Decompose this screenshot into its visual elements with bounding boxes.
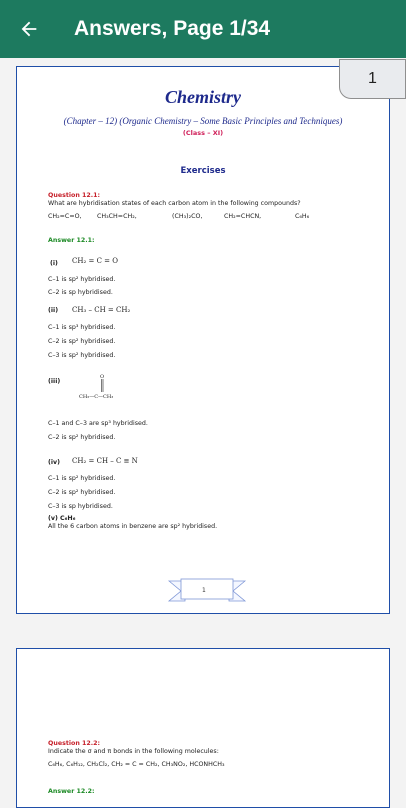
svg-text:O: O xyxy=(100,374,105,380)
answer-label: Answer 12.1: xyxy=(48,237,95,244)
part-v-label: (v) C₆H₆ xyxy=(48,515,76,522)
question-text: Indicate the σ and π bonds in the following molecules: xyxy=(48,748,219,755)
answer-line: C–2 is sp² hybridised. xyxy=(48,338,116,345)
answer-line: C–2 is sp² hybridised. xyxy=(48,489,116,496)
compound-3: (CH₃)₂CO, xyxy=(172,213,203,220)
answer-line: C–3 is sp² hybridised. xyxy=(48,352,116,359)
chapter-title: (Chapter – 12) (Organic Chemistry – Some Basic Principles and Techniques) xyxy=(63,116,343,126)
answer-line: C–1 is sp² hybridised. xyxy=(48,276,116,283)
back-arrow-icon xyxy=(18,18,40,40)
answer-label: Answer 12.2: xyxy=(48,788,95,795)
acetone-structure-icon xyxy=(73,373,143,403)
compound-2: CH₃CH=CH₂, xyxy=(97,213,137,220)
pdf-page-1[interactable] xyxy=(16,66,390,614)
pdf-page-2[interactable] xyxy=(16,648,390,808)
answer-line: C–2 is sp² hybridised. xyxy=(48,434,116,441)
app-bar xyxy=(0,0,406,58)
compound-4: CH₂=CHCN, xyxy=(224,213,262,220)
page-number-badge: 1 xyxy=(339,59,406,99)
question-label: Question 12.1: xyxy=(48,192,101,199)
question-text: What are hybridisation states of each carbon atom in the following compounds? xyxy=(48,200,301,207)
page-footer-number: 1 xyxy=(202,587,206,594)
formula-ii: CH₃ – CH = CH₂ xyxy=(72,306,131,314)
svg-text:CH₃—C—CH₃: CH₃—C—CH₃ xyxy=(79,394,114,400)
answer-line: C–1 is sp³ hybridised. xyxy=(48,324,116,331)
formula-i: CH₂ = C = O xyxy=(72,257,118,265)
part-ii-label: (ii) xyxy=(48,307,59,314)
compound-1: CH₂=C=O, xyxy=(48,213,82,220)
page-ribbon-icon xyxy=(167,577,247,605)
back-button[interactable] xyxy=(0,0,58,58)
exercises-heading: Exercises xyxy=(180,166,226,176)
molecule-list: C₆H₆, C₆H₁₂, CH₂Cl₂, CH₂ = C = CH₂, CH₃NO₂, HCONHCH₃ xyxy=(48,761,225,768)
answer-line: C–1 is sp² hybridised. xyxy=(48,475,116,482)
subject-title: Chemistry xyxy=(164,87,241,107)
question-label: Question 12.2: xyxy=(48,740,101,747)
formula-iv: CH₂ = CH – C ≡ N xyxy=(72,457,138,465)
part-iii-label: (iii) xyxy=(48,378,61,385)
part-i-label: (i) xyxy=(50,260,58,267)
answer-line: C–3 is sp hybridised. xyxy=(48,503,113,510)
compound-5: C₆H₆ xyxy=(295,213,310,220)
part-iv-label: (iv) xyxy=(48,459,61,466)
answer-line: C–2 is sp hybridised. xyxy=(48,289,113,296)
class-label: (Class – XI) xyxy=(182,129,224,137)
answer-line: C–1 and C–3 are sp³ hybridised. xyxy=(48,420,148,427)
page-title: Answers, Page 1/34 xyxy=(74,17,271,40)
answer-line: All the 6 carbon atoms in benzene are sp² hybridised. xyxy=(48,523,218,530)
